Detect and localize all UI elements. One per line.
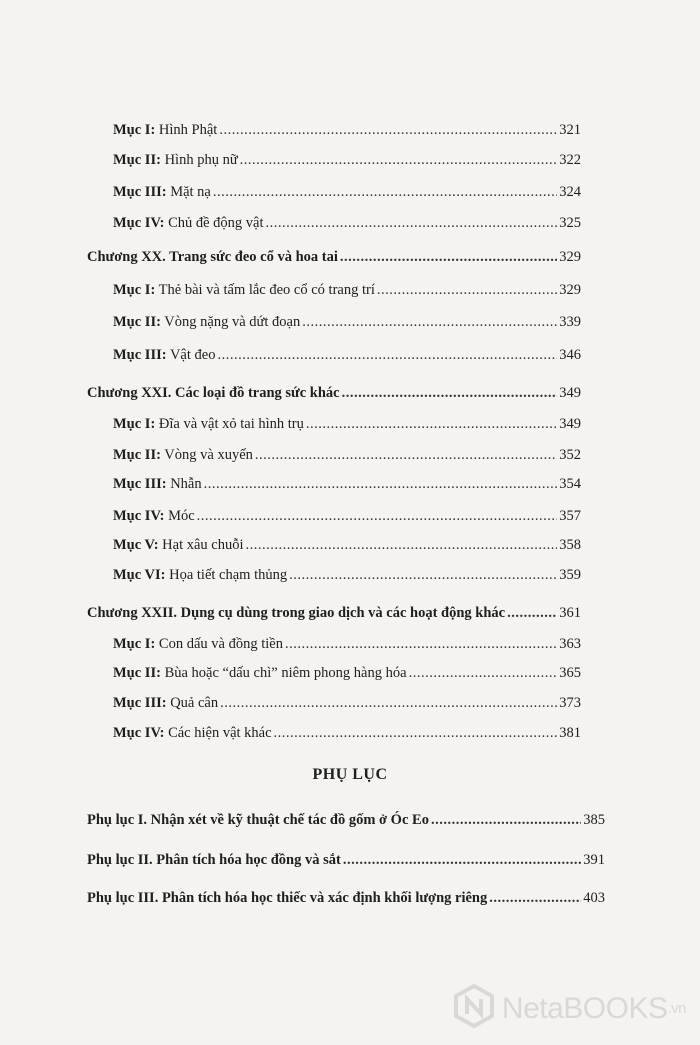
entry-title: Đĩa và vật xỏ tai hình trụ bbox=[155, 416, 304, 432]
leader-dots bbox=[220, 694, 557, 712]
page-number: 358 bbox=[559, 537, 581, 553]
entry-prefix: Mục IV: bbox=[113, 508, 165, 524]
watermark-brand: NetaBOOKS bbox=[501, 991, 668, 1025]
toc-entry bbox=[113, 415, 581, 433]
page-number: 359 bbox=[559, 567, 581, 583]
toc-entry bbox=[113, 507, 581, 525]
appendix-entry bbox=[87, 889, 605, 907]
leader-dots bbox=[507, 604, 557, 622]
watermark-suffix: .vn bbox=[667, 1000, 686, 1017]
entry-title: Hình Phật bbox=[155, 122, 218, 138]
page-number: 361 bbox=[559, 605, 581, 621]
leader-dots bbox=[219, 121, 557, 139]
entry-title: Chủ đề động vật bbox=[164, 215, 264, 231]
leader-dots bbox=[285, 635, 557, 653]
toc-entry bbox=[113, 694, 581, 712]
page-number: 391 bbox=[583, 852, 605, 868]
page-number: 339 bbox=[559, 314, 581, 330]
toc-entry bbox=[113, 151, 581, 169]
toc-entry bbox=[113, 475, 581, 493]
leader-dots bbox=[217, 346, 557, 364]
entry-title: Vật đeo bbox=[166, 347, 216, 363]
toc-entry bbox=[113, 121, 581, 139]
entry-prefix: Mục I: bbox=[113, 282, 156, 298]
toc-entry bbox=[113, 536, 581, 554]
leader-dots bbox=[431, 811, 581, 829]
leader-dots bbox=[197, 507, 558, 525]
toc-entry bbox=[113, 313, 581, 331]
toc-entry bbox=[113, 664, 581, 682]
entry-title: Họa tiết chạm thủng bbox=[165, 567, 288, 583]
entry-title: Móc bbox=[164, 508, 195, 524]
appendix-entry bbox=[87, 811, 605, 829]
page-number: 365 bbox=[559, 665, 581, 681]
watermark bbox=[452, 984, 686, 1033]
entry-prefix: Mục III: bbox=[113, 476, 167, 492]
toc-entry bbox=[113, 635, 581, 653]
page-number: 329 bbox=[559, 282, 581, 298]
netabooks-logo-icon bbox=[452, 984, 496, 1033]
leader-dots bbox=[255, 446, 557, 464]
leader-dots bbox=[274, 724, 558, 742]
leader-dots bbox=[240, 151, 558, 169]
entry-title: Quả cân bbox=[166, 695, 219, 711]
entry-prefix: Mục II: bbox=[113, 152, 161, 168]
toc-entry bbox=[113, 566, 581, 584]
entry-prefix: Mục III: bbox=[113, 184, 167, 200]
entry-title: Bùa hoặc “dấu chì” niêm phong hàng hóa bbox=[160, 665, 407, 681]
page-number: 403 bbox=[583, 890, 605, 906]
page-number: 321 bbox=[559, 122, 581, 138]
entry-prefix: Mục III: bbox=[113, 347, 167, 363]
toc-entry bbox=[113, 446, 581, 464]
entry-prefix: Mục I: bbox=[113, 636, 156, 652]
leader-dots bbox=[302, 313, 557, 331]
chapter-entry bbox=[87, 248, 581, 266]
page-number: 329 bbox=[559, 249, 581, 265]
chapter-title: Chương XXII. Dụng cụ dùng trong giao dịch và các hoạt động khác bbox=[87, 605, 506, 621]
toc-entry bbox=[113, 281, 581, 299]
page-number: 346 bbox=[559, 347, 581, 363]
leader-dots bbox=[340, 248, 557, 266]
page-number: 385 bbox=[583, 812, 605, 828]
leader-dots bbox=[409, 664, 558, 682]
page-number: 349 bbox=[559, 416, 581, 432]
toc-entry bbox=[113, 183, 581, 201]
page-number: 349 bbox=[559, 385, 581, 401]
page-number: 373 bbox=[559, 695, 581, 711]
entry-title: Vòng nặng và dứt đoạn bbox=[160, 314, 301, 330]
entry-prefix: Mục II: bbox=[113, 447, 161, 463]
leader-dots bbox=[246, 536, 558, 554]
leader-dots bbox=[306, 415, 557, 433]
leader-dots bbox=[204, 475, 558, 493]
leader-dots bbox=[266, 214, 558, 232]
appendix-title: Phụ lục III. Phân tích hóa học thiếc và xác định khối lượng riêng bbox=[87, 890, 488, 906]
entry-prefix: Mục IV: bbox=[113, 215, 165, 231]
entry-prefix: Mục III: bbox=[113, 695, 167, 711]
entry-title: Các hiện vật khác bbox=[164, 725, 272, 741]
appendix-entry bbox=[87, 851, 605, 869]
leader-dots bbox=[342, 384, 558, 402]
page-number: 324 bbox=[559, 184, 581, 200]
page-number: 352 bbox=[559, 447, 581, 463]
entry-title: Vòng và xuyến bbox=[160, 447, 253, 463]
entry-title: Mặt nạ bbox=[166, 184, 211, 200]
chapter-title: Chương XX. Trang sức đeo cổ và hoa tai bbox=[87, 249, 338, 265]
page-number: 357 bbox=[559, 508, 581, 524]
entry-prefix: Mục II: bbox=[113, 665, 161, 681]
entry-prefix: Mục I: bbox=[113, 122, 156, 138]
page-number: 381 bbox=[559, 725, 581, 741]
appendix-title: Phụ lục I. Nhận xét về kỹ thuật chế tác đồ gốm ở Óc Eo bbox=[87, 812, 429, 828]
chapter-title: Chương XXI. Các loại đồ trang sức khác bbox=[87, 385, 340, 401]
entry-prefix: Mục II: bbox=[113, 314, 161, 330]
entry-title: Con dấu và đồng tiền bbox=[155, 636, 283, 652]
entry-title: Thẻ bài và tấm lắc đeo cổ có trang trí bbox=[155, 282, 375, 298]
toc-entry bbox=[113, 346, 581, 364]
leader-dots bbox=[343, 851, 581, 869]
toc-entry bbox=[113, 724, 581, 742]
entry-title: Hình phụ nữ bbox=[160, 152, 238, 168]
page-number: 354 bbox=[559, 476, 581, 492]
page-number: 363 bbox=[559, 636, 581, 652]
leader-dots bbox=[289, 566, 557, 584]
entry-prefix: Mục IV: bbox=[113, 725, 165, 741]
entry-prefix: Mục V: bbox=[113, 537, 159, 553]
leader-dots bbox=[377, 281, 557, 299]
toc-entry bbox=[113, 214, 581, 232]
leader-dots bbox=[489, 889, 581, 907]
appendix-title: Phụ lục II. Phân tích hóa học đồng và sắt bbox=[87, 852, 341, 868]
entry-title: Hạt xâu chuỗi bbox=[158, 537, 244, 553]
page-number: 325 bbox=[559, 215, 581, 231]
entry-prefix: Mục VI: bbox=[113, 567, 166, 583]
chapter-entry bbox=[87, 384, 581, 402]
leader-dots bbox=[213, 183, 557, 201]
entry-title: Nhẫn bbox=[166, 476, 202, 492]
chapter-entry bbox=[87, 604, 581, 622]
page-number: 322 bbox=[559, 152, 581, 168]
appendix-heading: PHỤ LỤC bbox=[312, 766, 388, 783]
entry-prefix: Mục I: bbox=[113, 416, 156, 432]
